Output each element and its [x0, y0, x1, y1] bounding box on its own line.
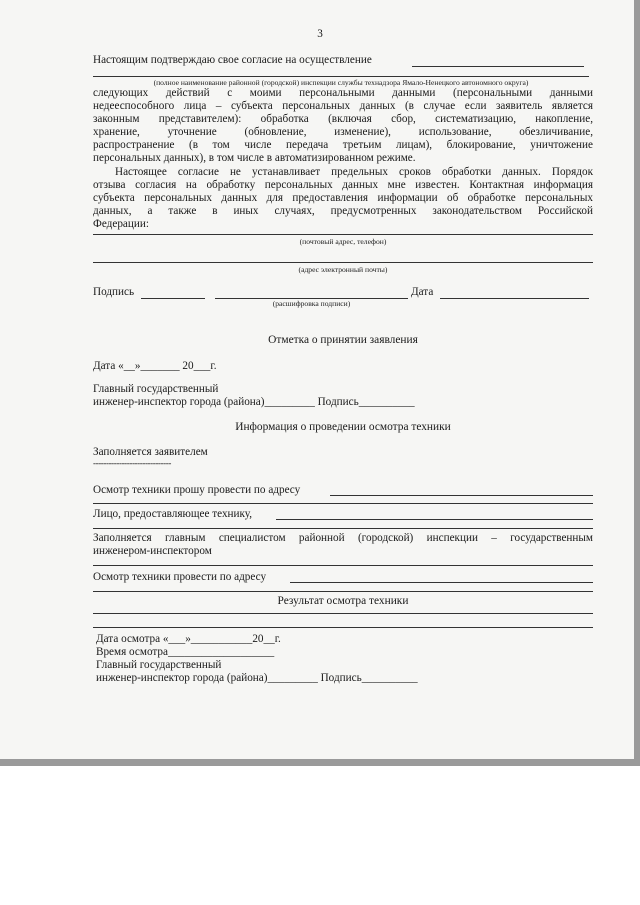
inspection-caption: (полное наименование районной (городской) инспекции службы технадзора Ямало-Ненецкого автономного округа): [153, 78, 529, 87]
address-request-blank[interactable]: [330, 495, 593, 496]
consent-p1-line: недееспособного лица – субъекта персональных данных (в случае если заявитель является: [93, 100, 593, 112]
consent-p2-line: Настоящее согласие не устанавливает предельных сроков обработки данных. Порядок: [115, 166, 593, 178]
inspection-date[interactable]: Дата осмотра «___»___________20__г.: [96, 633, 281, 645]
address-decision-label: Осмотр техники провести по адресу: [93, 571, 267, 583]
acceptance-inspector-title: Главный государственный: [93, 383, 219, 395]
date-blank[interactable]: [440, 298, 589, 299]
signature-label: Подпись: [93, 286, 135, 298]
consent-p2-line: отзыва согласия на обработку персональных данных мне известен. Контактная информация: [93, 179, 593, 191]
date-label: Дата: [411, 286, 434, 298]
decode-caption: (расшифровка подписи): [272, 299, 351, 308]
presenter-label: Лицо, предоставляющее технику,: [93, 508, 253, 520]
specialist-blank-line[interactable]: [93, 565, 593, 566]
presenter-blank[interactable]: [276, 519, 593, 520]
acceptance-heading: Отметка о принятии заявления: [268, 334, 418, 346]
specialist-note-line2: инженером-инспектором: [93, 545, 212, 557]
result-line-2[interactable]: [93, 627, 593, 628]
consent-p1-line: хранение, уточнение (обновление, изменение), использование, обезличивание,: [93, 126, 593, 138]
inspection-time[interactable]: Время осмотра___________________: [96, 646, 275, 658]
signature-blank[interactable]: [141, 298, 205, 299]
consent-p1-line: персональных данных), в том числе в автоматизированном режиме.: [93, 152, 416, 164]
email-caption: (адрес электронный почты): [298, 265, 388, 274]
consent-intro: Настоящим подтверждаю свое согласие на осуществление: [93, 54, 372, 66]
applicant-divider: ------------------------------: [93, 458, 171, 468]
address-request-label: Осмотр техники прошу провести по адресу: [93, 484, 301, 496]
result-line-1[interactable]: [93, 613, 593, 614]
address-decision-line2[interactable]: [93, 591, 593, 592]
consent-p1-line: законным представителем): обработка (включая сбор, систематизацию, накопление,: [93, 113, 593, 125]
consent-p1-line: распространение (в том числе передача третьим лицам), блокирование, уничтожение: [93, 139, 593, 151]
specialist-note-line1: Заполняется главным специалистом районной (городской) инспекции – государственным: [93, 532, 593, 544]
postal-caption: (почтовый адрес, телефон): [299, 237, 387, 246]
inspection-name-line[interactable]: [93, 76, 589, 77]
applicant-note: Заполняется заявителем: [93, 446, 208, 458]
acceptance-date[interactable]: Дата «__»_______ 20___г.: [93, 360, 217, 372]
consent-p2-line: субъекта персональных данных для предоставления информации об обработке персональных: [93, 192, 593, 204]
inspection-name-blank[interactable]: [412, 66, 584, 67]
consent-p2-line: данных, а также в иных случаях, предусмотренных законодательством Российской: [93, 205, 593, 217]
email-line[interactable]: [93, 262, 593, 263]
postal-address-line[interactable]: [93, 234, 593, 235]
consent-p1-line: следующих действий с моими персональными данными (персональными данными: [93, 87, 593, 99]
presenter-line2[interactable]: [93, 528, 593, 529]
address-decision-blank[interactable]: [290, 582, 593, 583]
inspection-inspector-title: Главный государственный: [96, 659, 222, 671]
acceptance-inspector-signature[interactable]: инженер-инспектор города (района)_________ Подпись__________: [93, 396, 415, 408]
address-request-line2[interactable]: [93, 503, 593, 504]
inspection-inspector-signature[interactable]: инженер-инспектор города (района)_________ Подпись__________: [96, 672, 418, 684]
page-number: 3: [317, 28, 323, 40]
consent-p2-line: Федерации:: [93, 218, 149, 230]
inspection-heading: Информация о проведении осмотра техники: [235, 421, 451, 433]
result-heading: Результат осмотра техники: [277, 595, 409, 607]
